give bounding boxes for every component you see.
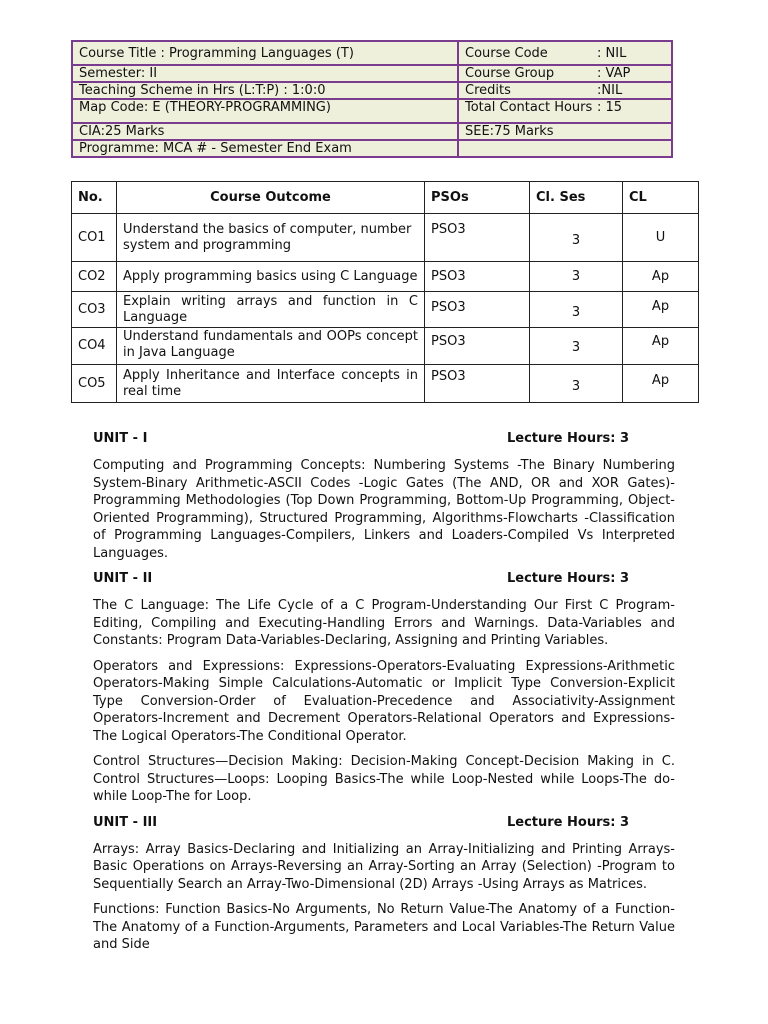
unit-paragraph: Arrays: Array Basics-Declaring and Initializing an Array-Initializing and Printing Arrays-Basic Operations on Arrays-Reversing an Array-Sorting an Array (Selection) -Program to Sequentially Search an Array-Two-Dimensional (2D) Arrays -Using Arrays as Matrices. <box>93 841 675 892</box>
course-group-label: Course Group <box>465 66 555 81</box>
co-number: CO3 <box>72 292 117 328</box>
cia-marks: CIA:25 Marks <box>72 123 458 140</box>
total-contact-label: Total Contact Hours <box>465 100 593 115</box>
co-number: CO5 <box>72 365 117 403</box>
co-level: Ap <box>623 365 699 403</box>
map-code: Map Code: E (THEORY-PROGRAMMING) <box>72 99 458 123</box>
table-row <box>72 292 699 328</box>
credits-value: :NIL <box>597 83 623 98</box>
co-pso: PSO3 <box>425 292 530 328</box>
table-row <box>72 365 699 403</box>
see-marks: SEE:75 Marks <box>458 123 672 140</box>
co-sessions: 3 <box>530 214 623 262</box>
co-outcome: Explain writing arrays and function in C Language <box>117 292 425 328</box>
unit-paragraph: Computing and Programming Concepts: Numbering Systems -The Binary Numbering System-Binary Arithmetic-ASCII Codes -Logic Gates (The AND, OR and XOR Gates)-Programming Methodologies (Top Down Programming, Bottom-Up Programming, Object-Oriented Programming), Structured Programming, Algorithms-Flowcharts -Classification of Programming Languages-Compilers, Linkers and Loaders-Compiled Vs Interpreted Languages. <box>93 458 675 561</box>
co-pso: PSO3 <box>425 262 530 292</box>
co-outcome: Apply Inheritance and Interface concepts in real time <box>117 365 425 403</box>
unit-paragraph: The C Language: The Life Cycle of a C Program-Understanding Our First C Program-Editing, Compiling and Executing-Handling Errors and Warnings. Data-Variables and Constants: Program Data-Variables-Declaring, Assigning and Printing Variables. <box>93 598 675 648</box>
co-sessions: 3 <box>530 328 623 365</box>
co-level: Ap <box>623 262 699 292</box>
programme: Programme: MCA # - Semester End Exam <box>72 140 458 157</box>
course-code-label: Course Code <box>465 45 548 61</box>
credits-label: Credits <box>465 83 511 98</box>
co-pso: PSO3 <box>425 365 530 403</box>
header-course-outcome: Course Outcome <box>117 182 425 214</box>
unit-hours: Lecture Hours: 3 <box>506 571 629 586</box>
co-number: CO1 <box>72 214 117 262</box>
header-cl: CL <box>623 182 699 214</box>
co-pso: PSO3 <box>425 214 530 262</box>
unit-heading <box>93 430 675 448</box>
co-sessions: 3 <box>530 262 623 292</box>
unit-title: UNIT - I <box>93 431 148 446</box>
syllabus-content <box>93 430 675 962</box>
unit-title: UNIT - II <box>93 571 153 586</box>
semester: Semester: II <box>72 65 458 82</box>
co-level: Ap <box>623 292 699 328</box>
co-sessions: 3 <box>530 292 623 328</box>
unit-paragraph: Control Structures—Decision Making: Decision-Making Concept-Decision Making in C. Control Structures—Loops: Looping Basics-The while Loop-Nested while Loops-The do-while Loop-The for Loop. <box>93 754 675 804</box>
co-outcome: Apply programming basics using C Language <box>117 262 425 292</box>
course-outcome-table <box>71 181 699 403</box>
course-code-value: : NIL <box>597 45 627 61</box>
co-level: U <box>623 214 699 262</box>
unit-title: UNIT - III <box>93 814 158 830</box>
unit-paragraph: Operators and Expressions: Expressions-Operators-Evaluating Expressions-Arithmetic Operators-Making Simple Calculations-Automatic or Implicit Type Conversion-Explicit Type Conversion-Order of Evaluation-Precedence and Associativity-Assignment Operators-Increment and Decrement Operators-Relational Operators and Expressions-The Logical Operators-The Conditional Operator. <box>93 658 675 744</box>
co-level: Ap <box>623 328 699 365</box>
table-row <box>72 328 699 365</box>
unit-hours: Lecture Hours: 3 <box>506 814 629 830</box>
course-title: Course Title : Programming Languages (T) <box>72 41 458 65</box>
header-psos: PSOs <box>425 182 530 214</box>
unit-heading <box>93 814 675 832</box>
header-no: No. <box>72 182 117 214</box>
table-row <box>72 262 699 292</box>
table-row <box>72 214 699 262</box>
course-group-value: : VAP <box>597 66 631 81</box>
co-pso: PSO3 <box>425 328 530 365</box>
co-outcome: Understand fundamentals and OOPs concept in Java Language <box>117 328 425 365</box>
course-info-table <box>71 40 673 158</box>
unit-paragraph: Functions: Function Basics-No Arguments, No Return Value-The Anatomy of a Function-The Anatomy of a Function-Arguments, Parameters and Local Variables-The Return Value and Side <box>93 902 675 952</box>
co-number: CO4 <box>72 328 117 365</box>
co-sessions: 3 <box>530 365 623 403</box>
unit-hours: Lecture Hours: 3 <box>506 431 629 446</box>
co-outcome: Understand the basics of computer, number system and programming <box>117 214 425 262</box>
co-number: CO2 <box>72 262 117 292</box>
unit-heading <box>93 570 675 588</box>
total-contact-value: : 15 <box>597 100 623 115</box>
header-cl-ses: Cl. Ses <box>530 182 623 214</box>
teaching-scheme: Teaching Scheme in Hrs (L:T:P) : 1:0:0 <box>72 82 458 99</box>
